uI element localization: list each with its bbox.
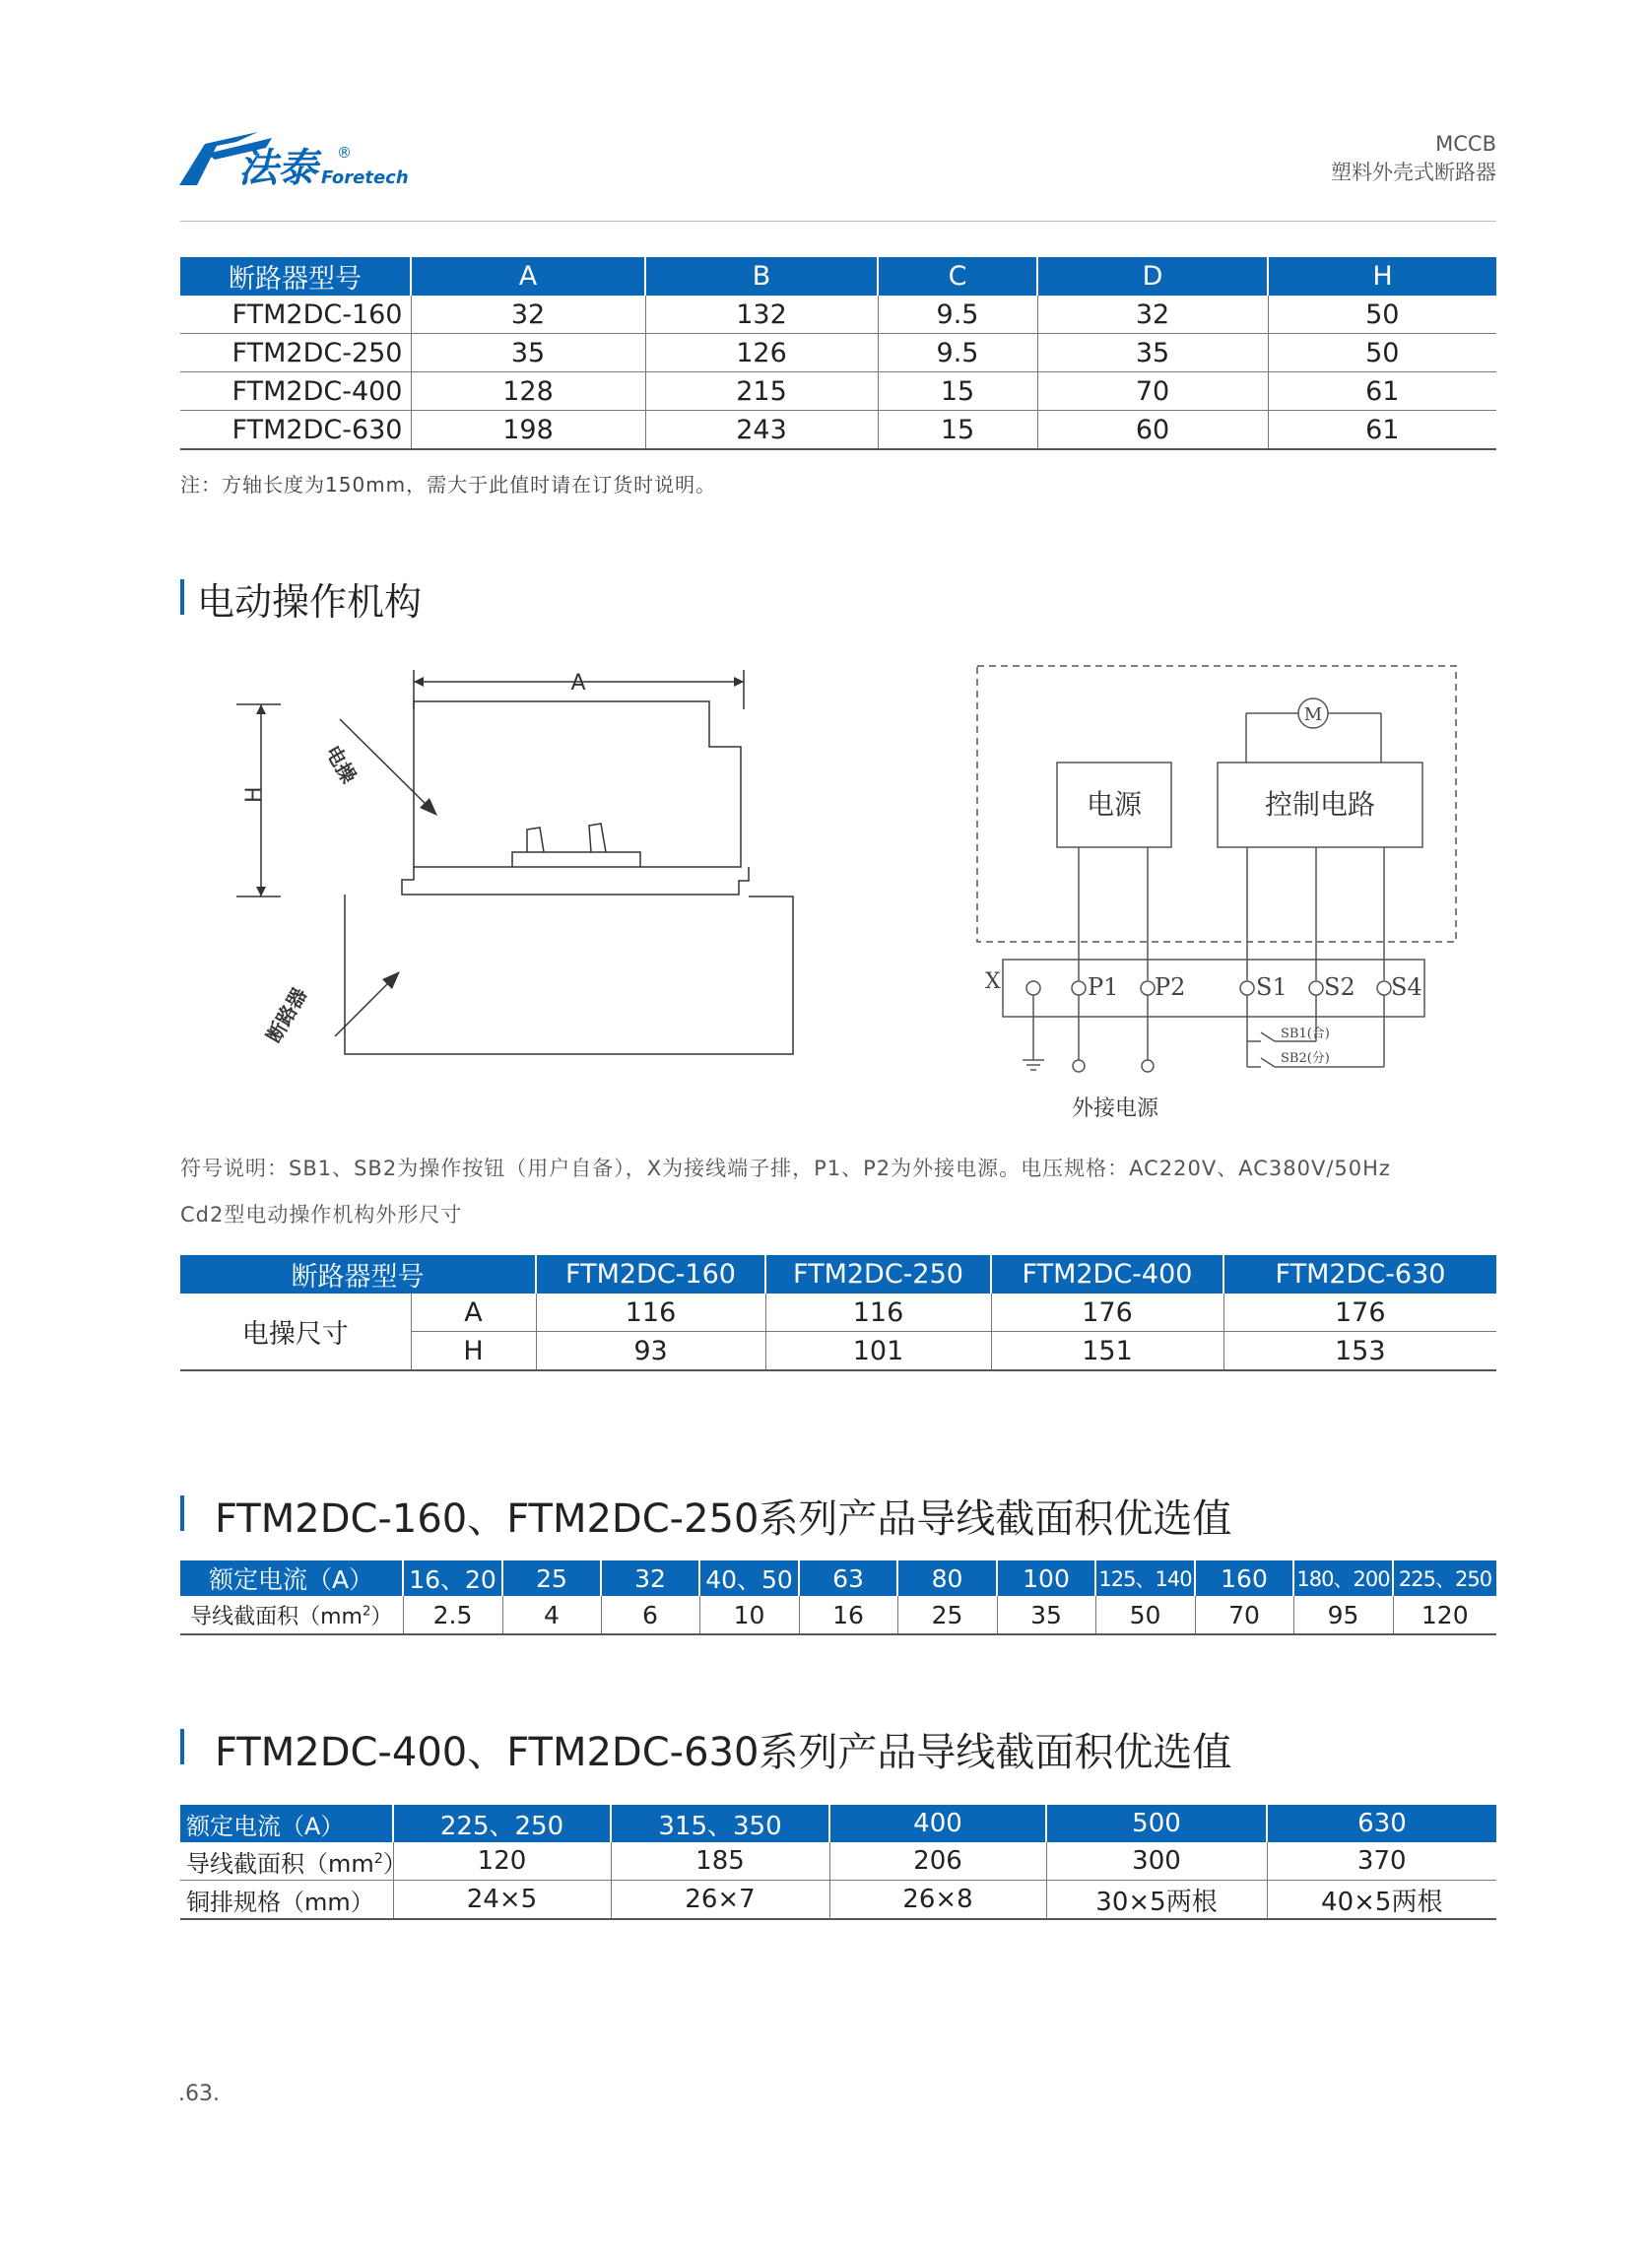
table-row [180,1294,1496,1332]
motor-label: 电操 [320,741,362,788]
table-cell: 300 [1046,1842,1267,1881]
column-header: 225、250 [1393,1560,1496,1596]
table-cell: A [411,1294,536,1332]
dimension-table [180,257,1496,450]
table-cell: 61 [1268,411,1496,450]
row-label-end: ） [382,1849,407,1878]
table-cell: 50 [1268,334,1496,372]
column-header: B [645,257,878,296]
terminal-s2-label: S2 [1324,973,1355,1001]
table-cell: 61 [1268,372,1496,411]
category-name: 塑料外壳式断路器 [1331,161,1496,184]
column-header: FTM2DC-400 [991,1255,1223,1294]
table-header-row [180,1560,1496,1596]
terminal-s4-label: S4 [1391,973,1422,1001]
table-row [180,1842,1496,1881]
section-marker [180,1495,184,1531]
sb1-label: SB1(合) [1281,1027,1330,1041]
column-header: 125、140 [1095,1560,1195,1596]
column-header: 80 [897,1560,997,1596]
column-header: 断路器型号 [180,257,411,296]
table-cell: 6 [601,1596,699,1634]
table-cell: 176 [1223,1294,1496,1332]
table-cell: 93 [536,1332,765,1371]
table-cell: 30×5两根 [1046,1881,1267,1920]
table-header-row [180,257,1496,296]
table-cell: 185 [611,1842,829,1881]
column-header: D [1037,257,1268,296]
row-group-label: 电操尺寸 [180,1294,411,1370]
table-cell: 26×7 [611,1881,829,1920]
table-cell: 25 [897,1596,997,1634]
section-title-wire-400-630: FTM2DC-400、FTM2DC-630系列产品导线截面积优选值 [215,1730,1232,1775]
table-cell: 32 [1037,296,1268,334]
column-header: 315、350 [611,1805,829,1842]
page-number: .63. [178,2082,220,2106]
section-title-wire-160-250: FTM2DC-160、FTM2DC-250系列产品导线截面积优选值 [215,1496,1232,1542]
table-cell: 4 [502,1596,601,1634]
table-cell: 70 [1195,1596,1293,1634]
table-cell: 116 [765,1294,991,1332]
table-cell: 15 [878,372,1037,411]
column-header: FTM2DC-160 [536,1255,765,1294]
row-label-text: 导线截面积（mm [190,1604,363,1629]
dimension-a-label: A [570,671,586,696]
table-cell: FTM2DC-250 [180,334,411,372]
row-label: 铜排规格（mm） [180,1881,393,1920]
table-cell: FTM2DC-400 [180,372,411,411]
table-row [180,1881,1496,1920]
row-label-text: 导线截面积（mm [186,1849,374,1878]
svg-text:®: ® [337,144,352,162]
column-header: FTM2DC-630 [1223,1255,1496,1294]
table-cell: FTM2DC-630 [180,411,411,450]
table-cell: 206 [829,1842,1046,1881]
column-header: 额定电流（A） [180,1805,393,1842]
terminal-p1-label: P1 [1088,973,1119,1001]
table-row [180,334,1496,372]
svg-text:Foretech: Foretech [321,167,409,188]
category-code: MCCB [1435,132,1496,156]
row-label-sup: 2 [373,1850,383,1867]
column-header: 180、200 [1293,1560,1393,1596]
table-cell: 120 [1393,1596,1496,1634]
brand-logo [177,118,424,197]
column-header: C [878,257,1037,296]
row-label [180,1842,407,1881]
table-cell: 198 [411,411,645,450]
table-cell: 151 [991,1332,1223,1371]
table-cell: 32 [411,296,645,334]
control-circuit-diagram [965,658,1478,1141]
table-row [180,296,1496,334]
column-header: 16、20 [403,1560,502,1596]
table-cell: 26×8 [829,1881,1046,1920]
column-header: A [411,257,645,296]
column-header: 630 [1267,1805,1496,1842]
table-cell: 50 [1268,296,1496,334]
power-box-label: 电源 [1086,788,1143,821]
section-marker [180,1729,184,1764]
table-cell: H [411,1332,536,1371]
breaker-label: 断路器 [261,983,312,1047]
table-cell: 153 [1223,1332,1496,1371]
table-cell: 35 [997,1596,1095,1634]
external-power-label: 外接电源 [1071,1096,1159,1121]
section-title-motor: 电动操作机构 [197,580,423,624]
table-row [180,411,1496,450]
column-header: 100 [997,1560,1095,1596]
terminal-p2-label: P2 [1155,973,1186,1001]
motor-symbol: M [1303,704,1323,725]
column-header: 160 [1195,1560,1293,1596]
table-cell: 24×5 [393,1881,611,1920]
table-row [180,1596,1496,1634]
table-cell: 2.5 [403,1596,502,1634]
terminal-x-label: X [985,969,1001,994]
control-box-label: 控制电路 [1264,788,1376,821]
column-header: 400 [829,1805,1046,1842]
column-header: 225、250 [393,1805,611,1842]
table-cell: 10 [699,1596,799,1634]
column-header: 额定电流（A） [180,1560,403,1596]
shaft-length-note: 注：方轴长度为150mm，需大于此值时请在订货时说明。 [180,473,717,497]
terminal-s1-label: S1 [1256,973,1288,1001]
column-header: H [1268,257,1496,296]
table-cell: 9.5 [878,334,1037,372]
table-cell: 370 [1267,1842,1496,1881]
row-label-sup: 2 [362,1604,371,1620]
table-cell: 95 [1293,1596,1393,1634]
table-cell: 128 [411,372,645,411]
column-header: 32 [601,1560,699,1596]
table-cell: 70 [1037,372,1268,411]
table-cell: 50 [1095,1596,1195,1634]
motor-outline-drawing [227,660,827,1094]
table-cell: 120 [393,1842,611,1881]
column-header: 63 [799,1560,897,1596]
table-cell: 243 [645,411,878,450]
table-cell: 116 [536,1294,765,1332]
table-row [180,372,1496,411]
sb2-label: SB2(分) [1281,1051,1330,1066]
table-cell: FTM2DC-160 [180,296,411,334]
table-cell: 215 [645,372,878,411]
column-header: 断路器型号 [180,1255,536,1294]
table-header-row [180,1805,1496,1842]
column-header: 25 [502,1560,601,1596]
header-category [1331,130,1496,187]
dimension-h-label: H [242,786,267,803]
table-cell: 176 [991,1294,1223,1332]
table-cell: 35 [411,334,645,372]
table-cell: 15 [878,411,1037,450]
row-label [180,1596,403,1634]
svg-text:法泰: 法泰 [238,146,317,191]
table-cell: 35 [1037,334,1268,372]
wire-table-160-250 [180,1560,1496,1635]
table-cell: 60 [1037,411,1268,450]
table-cell: 16 [799,1596,897,1634]
table-cell: 126 [645,334,878,372]
row-label-end: ） [370,1604,393,1629]
symbol-note: 符号说明：SB1、SB2为操作按钮（用户自备），X为接线端子排，P1、P2为外接电源。电压规格：AC220V、AC380V/50Hz [180,1157,1391,1180]
table-cell: 9.5 [878,296,1037,334]
table-header-row [180,1255,1496,1294]
table-cell: 101 [765,1332,991,1371]
column-header: FTM2DC-250 [765,1255,991,1294]
wire-table-400-630 [180,1805,1496,1920]
column-header: 40、50 [699,1560,799,1596]
cd2-caption: Cd2型电动操作机构外形尺寸 [180,1203,463,1227]
table-cell: 40×5两根 [1267,1881,1496,1920]
motor-dimension-table [180,1255,1496,1371]
table-cell: 132 [645,296,878,334]
column-header: 500 [1046,1805,1267,1842]
section-marker [180,579,184,615]
header-divider [180,221,1496,222]
